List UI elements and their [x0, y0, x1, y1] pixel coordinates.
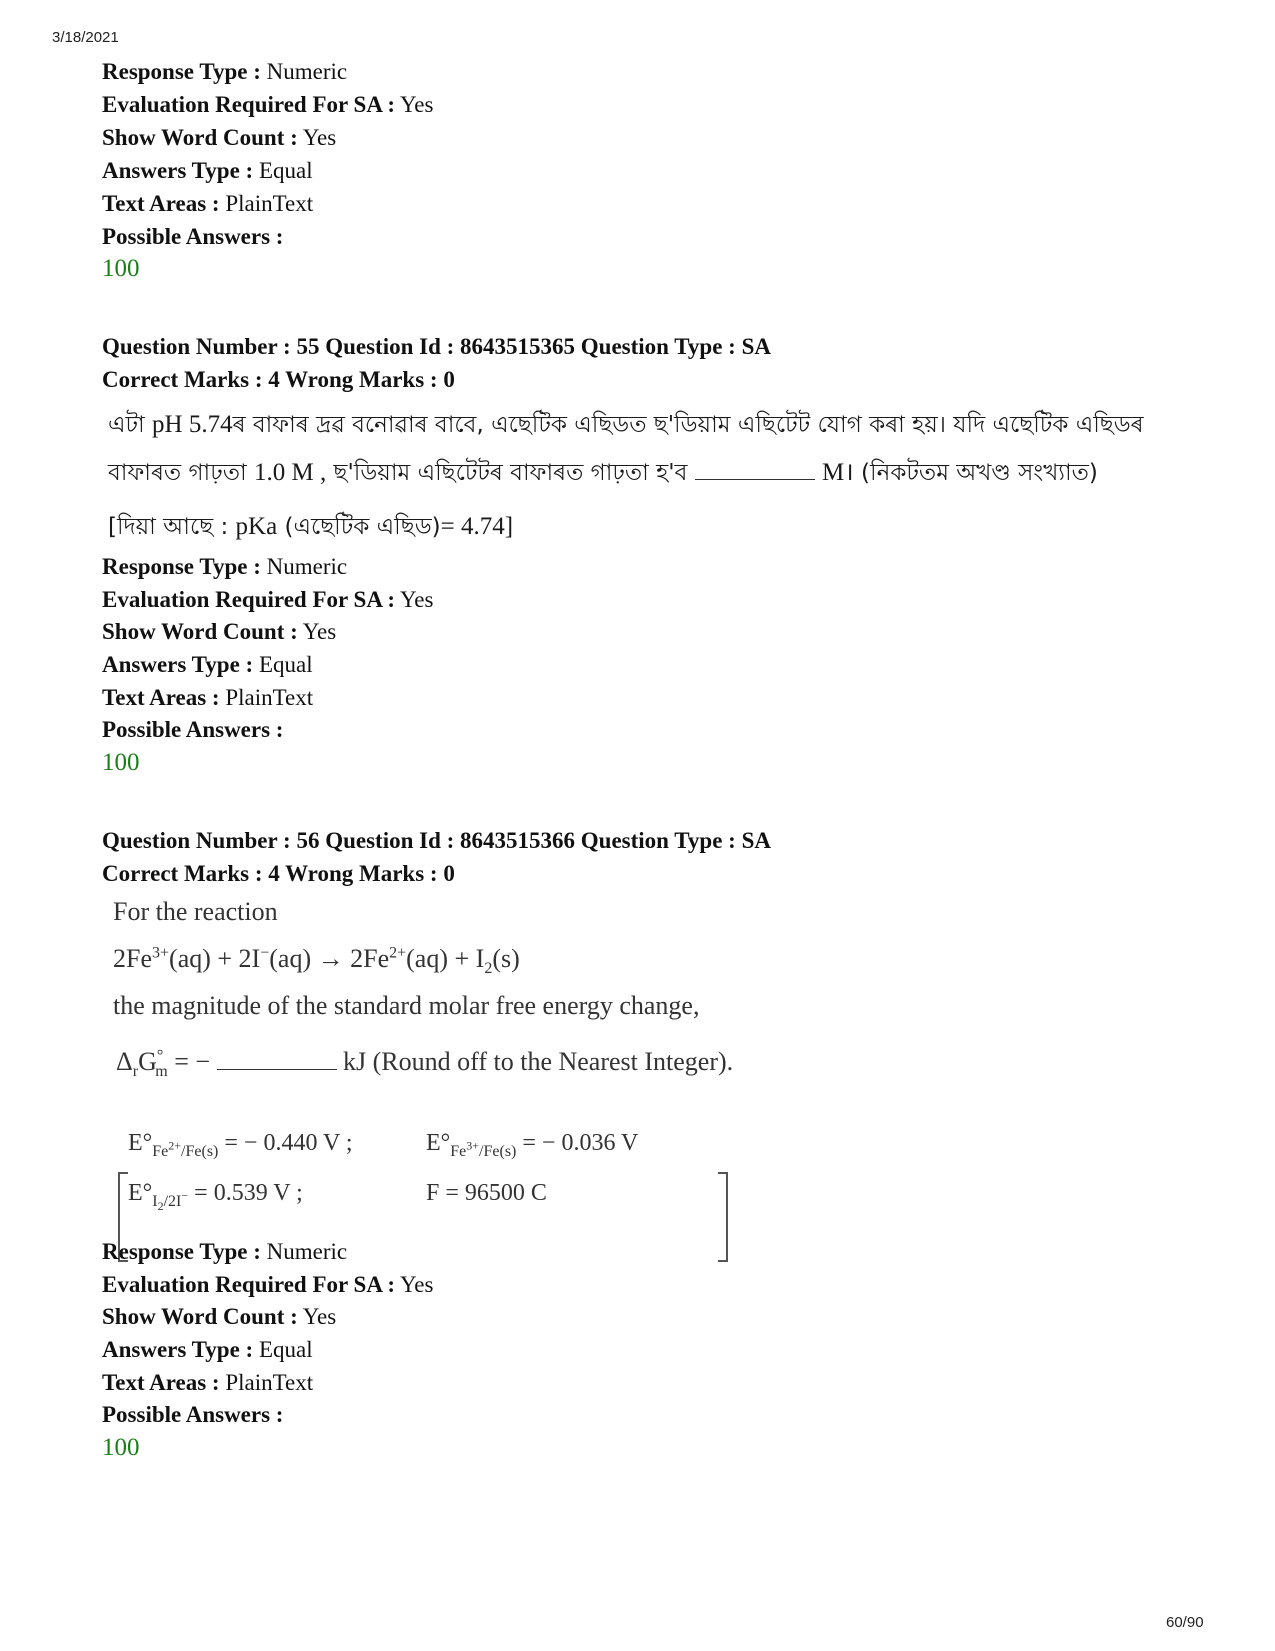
q55-evaluation-row: Evaluation Required For SA : Yes [102, 587, 434, 612]
q55-text-line3: [দিয়া আছে : pKa (এছেটিক এছিড)= 4.74] [108, 513, 514, 540]
answers-type-row: Answers Type : Equal [102, 158, 313, 183]
q55-answers-type-row: Answers Type : Equal [102, 652, 313, 677]
q56-answers-type-row: Answers Type : Equal [102, 1337, 313, 1362]
given-e1: $E^\circ_{Fe^{2+}/Fe(s)}$ = − 0.440 V ; [128, 1130, 353, 1160]
q56-text-line4: $\Delta_rG^\circ_m$ = − kJ (Round off to the Nearest Integer). [116, 1047, 734, 1081]
q55-word-count-row: Show Word Count : Yes [102, 619, 337, 644]
q55-text-line1: এটা pH 5.74ৰ বাফাৰ দ্ৰৱ বনোৱাৰ বাবে, এছেটিক এছিডত ছ'ডিয়াম এছিটেট যোগ কৰা হয়। যদি এছেটিক এছিডৰ [108, 411, 1144, 438]
evaluation-value: Yes [400, 92, 434, 117]
q56-possible-answers-row: Possible Answers : [102, 1402, 284, 1427]
q56-text-line1: For the reaction [113, 897, 278, 926]
given-e2: $E^\circ_{Fe^{3+}/Fe(s)}$ = − 0.036 V [426, 1130, 639, 1160]
q56-evaluation-row: Evaluation Required For SA : Yes [102, 1272, 434, 1297]
answer-blank [217, 1069, 337, 1070]
answers-type-value: Equal [258, 158, 313, 183]
q56-header: Question Number : 56 Question Id : 8643515366 Question Type : SA [102, 828, 771, 853]
word-count-value: Yes [302, 125, 337, 150]
possible-answer-value: 100 [102, 255, 140, 282]
answer-blank [695, 479, 815, 480]
given-e3: $E^\circ_{I_2/2I^-} = 0.539$ V ; [128, 1180, 303, 1213]
evaluation-row: Evaluation Required For SA : Yes [102, 92, 434, 117]
text-areas-row: Text Areas : PlainText [102, 191, 314, 216]
text-areas-value: PlainText [225, 191, 314, 216]
q56-text-line3: the magnitude of the standard molar free energy change, [113, 991, 700, 1020]
q55-header: Question Number : 55 Question Id : 8643515365 Question Type : SA [102, 334, 771, 359]
q55-possible-answers-row: Possible Answers : [102, 717, 284, 742]
page-number: 60/90 [1166, 1614, 1204, 1631]
print-date: 3/18/2021 [52, 29, 119, 46]
q55-marks: Correct Marks : 4 Wrong Marks : 0 [102, 367, 455, 392]
q55-text-line2: বাফাৰত গাঢ়তা 1.0 M , ছ'ডিয়াম এছিটেটৰ বাফাৰত গাঢ়তা হ'ব M। (নিকটতম অখণ্ড সংখ্যাত) [108, 459, 1098, 486]
word-count-row: Show Word Count : Yes [102, 125, 337, 150]
delta-g-symbol: $\Delta_rG^\circ_m$ [116, 1047, 168, 1081]
q56-marks: Correct Marks : 4 Wrong Marks : 0 [102, 861, 455, 886]
q56-word-count-row: Show Word Count : Yes [102, 1304, 337, 1329]
q56-response-type-row: Response Type : Numeric [102, 1239, 348, 1264]
q55-text-areas-row: Text Areas : PlainText [102, 685, 314, 710]
given-faraday: F = 96500 C [426, 1180, 547, 1206]
possible-answers-row: Possible Answers : [102, 224, 284, 249]
q55-response-type-row: Response Type : Numeric [102, 554, 348, 579]
q56-text-areas-row: Text Areas : PlainText [102, 1370, 314, 1395]
response-type-row: Response Type : Numeric [102, 59, 348, 84]
q55-possible-answer-value: 100 [102, 749, 140, 776]
q56-possible-answer-value: 100 [102, 1434, 140, 1461]
q56-reaction-equation: $2Fe^{3+}(aq) + 2I^-(aq) \to 2Fe^{2+}(aq) + I_2(s)$ [113, 944, 520, 978]
response-type-value: Numeric [266, 59, 348, 84]
